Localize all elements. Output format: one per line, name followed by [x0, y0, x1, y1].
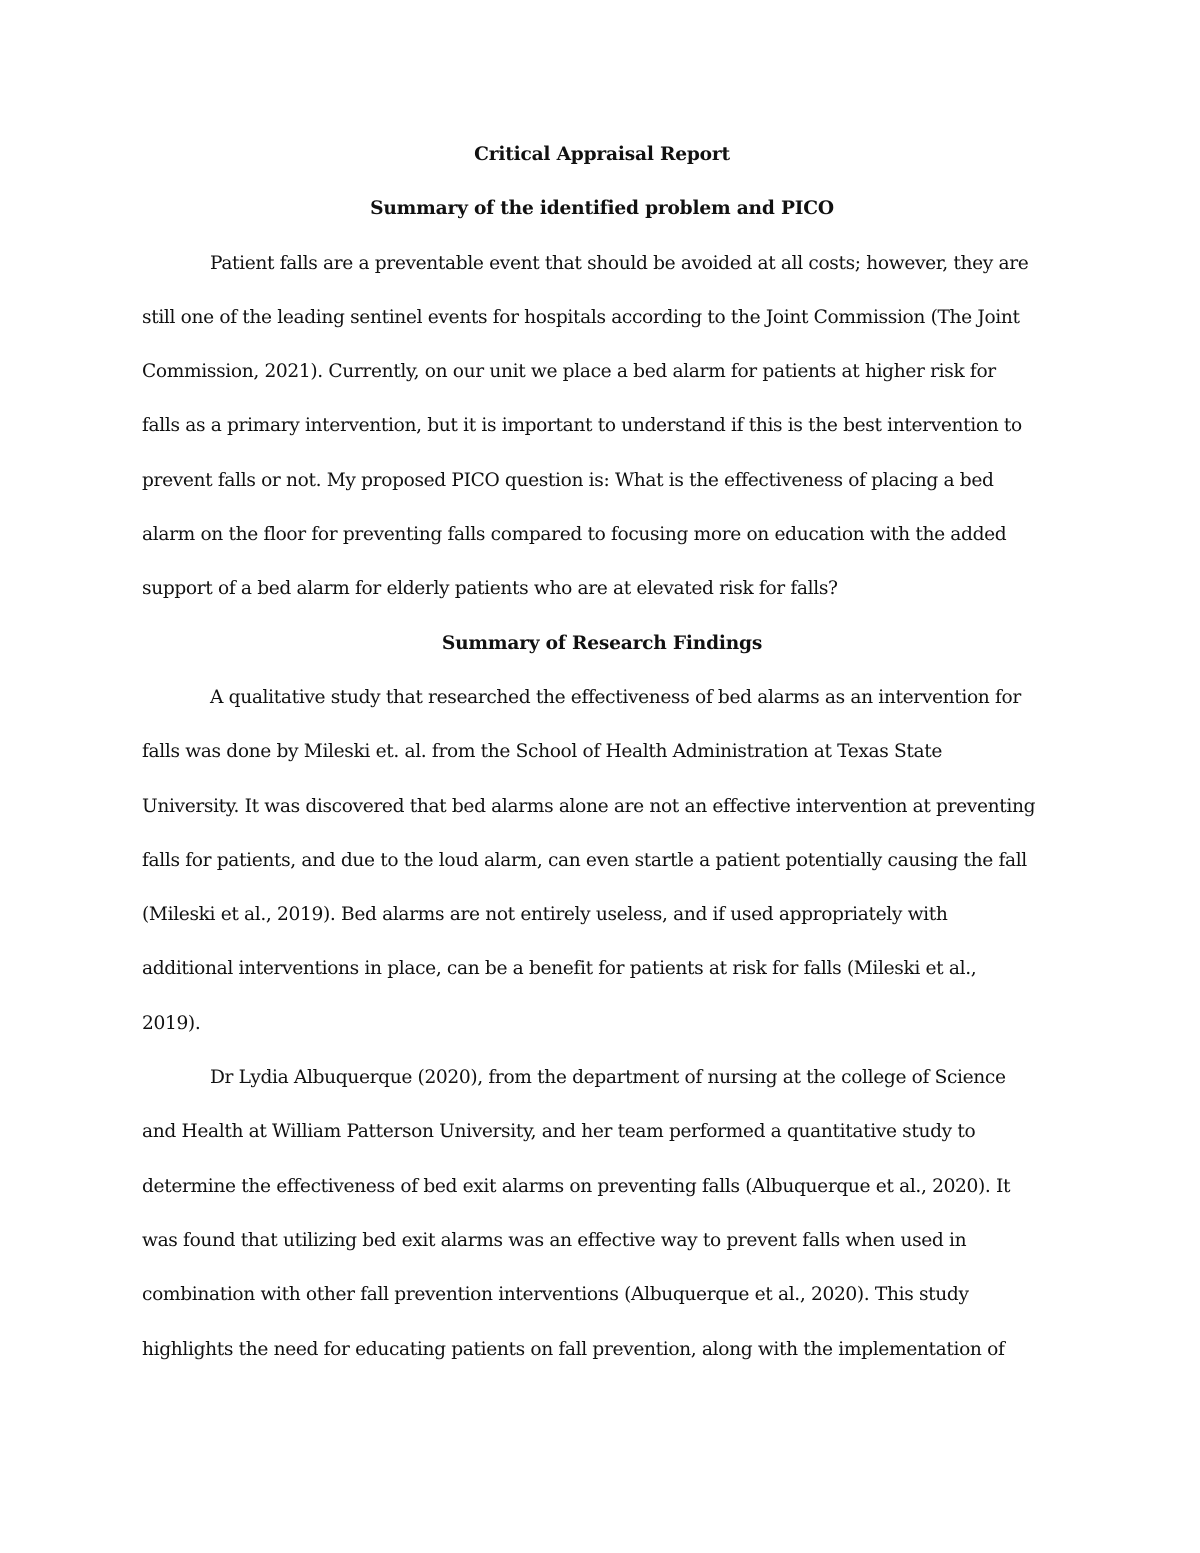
text-line: Patient falls are a preventable event that should be avoided at all costs; however, they are	[210, 252, 1029, 274]
text-line: falls for patients, and due to the loud alarm, can even startle a patient potentially causing the fall	[142, 849, 1027, 871]
section-heading-research-findings: Summary of Research Findings	[441, 632, 763, 654]
text-line: falls was done by Mileski et. al. from the School of Health Administration at Texas State	[142, 741, 943, 763]
text-line: additional interventions in place, can be a benefit for patients at risk for falls (Mileski et al.,	[142, 958, 977, 980]
text-line: determine the effectiveness of bed exit alarms on preventing falls (Albuquerque et al., 2020). It	[142, 1175, 1011, 1197]
text-line: 2019).	[142, 1012, 201, 1034]
paragraph-albuquerque-study	[142, 1051, 1062, 1377]
document-body	[142, 128, 1062, 1377]
text-line: prevent falls or not. My proposed PICO question is: What is the effectiveness of placing a bed	[142, 469, 994, 491]
text-line: combination with other fall prevention interventions (Albuquerque et al., 2020). This study	[142, 1284, 969, 1306]
text-line: highlights the need for educating patients on fall prevention, along with the implementation of	[142, 1338, 1005, 1360]
paragraph-mileski-study	[142, 671, 1062, 1051]
text-line: support of a bed alarm for elderly patients who are at elevated risk for falls?	[142, 578, 838, 600]
section-heading-problem-pico: Summary of the identified problem and PICO	[370, 198, 834, 220]
document-title: Critical Appraisal Report	[474, 144, 730, 165]
text-line: was found that utilizing bed exit alarms was an effective way to prevent falls when used in	[142, 1229, 967, 1251]
text-line: University. It was discovered that bed alarms alone are not an effective intervention at preventing	[142, 795, 1036, 817]
text-line: still one of the leading sentinel events for hospitals according to the Joint Commission (The Joint	[142, 306, 1020, 328]
text-line: (Mileski et al., 2019). Bed alarms are not entirely useless, and if used appropriately with	[142, 904, 948, 926]
text-line: Commission, 2021). Currently, on our unit we place a bed alarm for patients at higher risk for	[142, 361, 996, 383]
text-line: falls as a primary intervention, but it is important to understand if this is the best intervention to	[142, 415, 1022, 437]
paragraph-problem-pico	[142, 237, 1062, 617]
text-line: A qualitative study that researched the effectiveness of bed alarms as an intervention for	[210, 686, 1021, 708]
text-line: Dr Lydia Albuquerque (2020), from the department of nursing at the college of Science	[210, 1067, 1006, 1089]
text-line: and Health at William Patterson University, and her team performed a quantitative study to	[142, 1121, 976, 1143]
text-line: alarm on the floor for preventing falls compared to focusing more on education with the added	[142, 524, 1007, 546]
